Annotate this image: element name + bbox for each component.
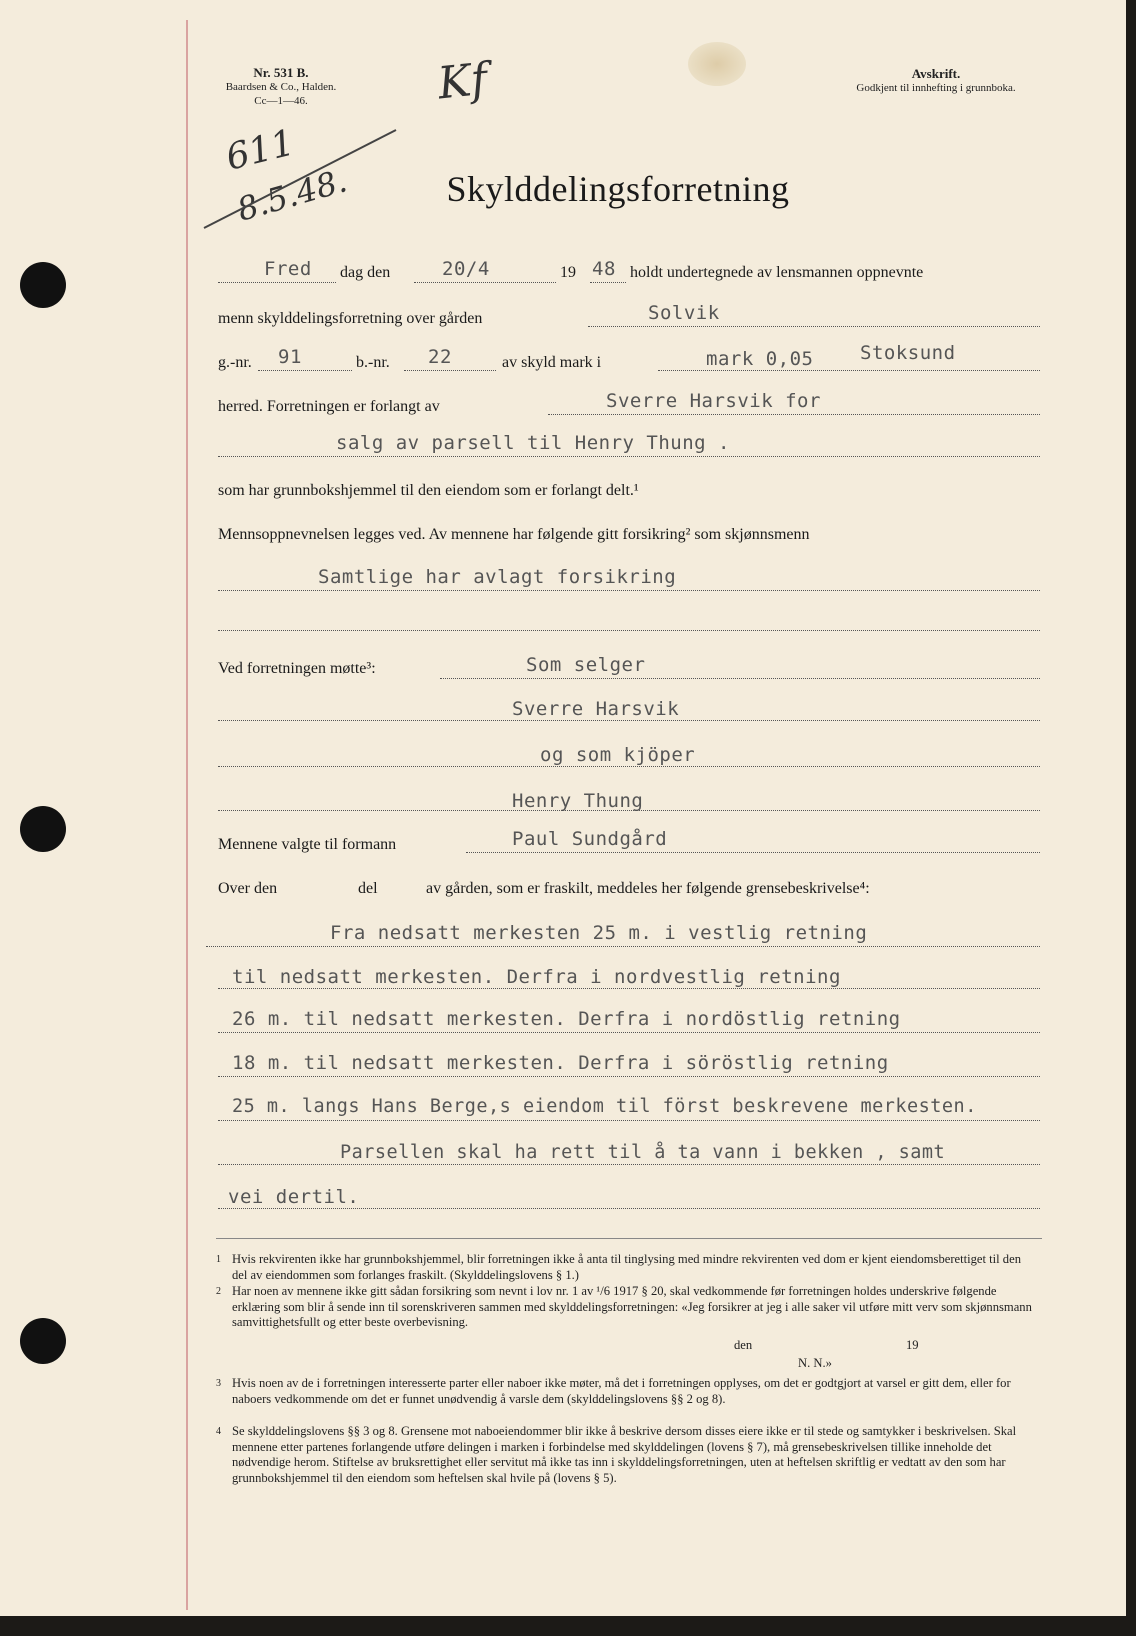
margin-rule [186, 20, 188, 1610]
dotted-line [218, 1076, 1040, 1077]
dotted-line [588, 326, 1040, 327]
boundary-line: 25 m. langs Hans Berge,s eiendom til först beskrevene merkesten. [232, 1096, 977, 1117]
boundary-line: til nedsatt merkesten. Derfra i nordvestlig retning [232, 966, 841, 988]
purpose-value: salg av parsell til Henry Thung . [336, 432, 730, 454]
boundary-line: 18 m. til nedsatt merkesten. Derfra i söröstlig retning [232, 1052, 889, 1074]
label-herred: herred. Forretningen er forlangt av [218, 398, 440, 415]
label-gnr: g.-nr. [218, 354, 252, 371]
printer: Baardsen & Co., Halden. [225, 81, 337, 93]
footnote-number: 2 [216, 1286, 221, 1297]
dotted-line [218, 630, 1040, 631]
boundary-line: 26 m. til nedsatt merkesten. Derfra i nordöstlig retning [232, 1008, 901, 1030]
attendee-line: Henry Thung [512, 790, 644, 812]
chairman-value: Paul Sundgård [512, 828, 668, 850]
date-value: 20/4 [442, 258, 490, 280]
label-mennsopp: Mennsoppnevnelsen legges ved. Av mennene har følgende gitt forsikring² som skjønnsmenn [218, 526, 810, 543]
label-skyld: av skyld mark i [502, 354, 602, 371]
copy-label: Avskrift. [911, 66, 961, 81]
dotted-line [404, 370, 496, 371]
copy-stamp [826, 66, 1046, 94]
form-reference [206, 66, 356, 108]
boundary-line: Parsellen skal ha rett til å ta vann i bekken , samt [340, 1142, 946, 1163]
footnote [216, 1252, 1042, 1283]
footnote-number: 4 [216, 1426, 221, 1437]
mark-value: mark 0,05 [706, 348, 814, 370]
handwritten-initials: Kf [435, 53, 490, 110]
boundary-line: vei dertil. [228, 1186, 360, 1208]
footnote-signature: N. N.» [798, 1356, 832, 1370]
approval-note: Godkjent til innhefting i grunnboka. [856, 82, 1016, 94]
dotted-line [218, 720, 1040, 721]
dotted-line [414, 282, 556, 283]
dotted-line [206, 946, 1040, 947]
form-number: Nr. 531 B. [253, 65, 309, 80]
footnote-number: 1 [216, 1254, 221, 1265]
dotted-line [218, 590, 1040, 591]
farm-value: Solvik [648, 302, 720, 324]
boundary-line: Fra nedsatt merkesten 25 m. i vestlig retning [330, 922, 868, 944]
handwritten-date: 8.5.48. [232, 161, 352, 229]
label-bnr: b.-nr. [356, 354, 390, 371]
attendee-line: og som kjöper [540, 744, 696, 766]
label-grunnbok: som har grunnbokshjemmel til den eiendom som er forlangt delt.¹ [218, 482, 639, 499]
year-value: 48 [592, 258, 616, 280]
label-ved-forretningen: Ved forretningen møtte³: [218, 660, 376, 677]
oath-value: Samtlige har avlagt forsikring [318, 566, 677, 588]
dotted-line [548, 414, 1040, 415]
attendee-line: Sverre Harsvik [512, 698, 680, 720]
handwritten-number: 611 [222, 122, 299, 179]
handwritten-stroke [200, 124, 400, 234]
label-century: 19 [560, 264, 576, 281]
footnote-text: Hvis rekvirenten ikke har grunnbokshjemmel, blir forretningen ikke å anta til tinglysing med mindre rekvirenten ved dom er kjent eiendomsberettiget til den del av eiendommen som forlanges fraskilt. (Skylddelingslovens § 1.) [232, 1252, 1021, 1282]
punch-hole [20, 1318, 66, 1364]
label-menn: menn skylddelingsforretning over gården [218, 310, 483, 327]
attendee-line: Som selger [526, 654, 646, 676]
dotted-line [658, 370, 1040, 371]
footnote-den: den [734, 1338, 753, 1352]
dotted-line [218, 1120, 1040, 1121]
dotted-line [218, 810, 1040, 811]
footnote [216, 1284, 1042, 1331]
footnote-number: 3 [216, 1378, 221, 1389]
footnote-text: Har noen av mennene ikke gitt sådan forsikring som nevnt i lov nr. 1 av ¹/6 1917 § 20, skal vedkommende før forretningen holdes underskrive følgende erklæring som blir å sende inn til sorenskriveren sammen med skylddelingsforretningen: «Jeg forsikrer at jeg i alle saker vil utføre mitt verv som skjønnsmann samvittighetsfullt og etter beste overbevisning. [232, 1284, 1032, 1330]
footnote [216, 1424, 1042, 1486]
dotted-line [218, 1032, 1040, 1033]
dotted-line [218, 1164, 1040, 1165]
label-grense: av gården, som er fraskilt, meddeles her følgende grensebeskrivelse⁴: [426, 880, 870, 897]
punch-hole [20, 262, 66, 308]
footnote-text: Hvis noen av de i forretningen interesserte parter eller naboer ikke møter, må det i forretningen opplyses, om det er godtgjort at varsel er gitt dem, eller for naboers vedkommende om det er funnet unødvendig å varsle dem (skylddelingslovens §§ 2 og 8). [232, 1376, 1011, 1406]
label-dag-den: dag den [340, 264, 391, 281]
district-value: Stoksund [860, 342, 956, 364]
label-holdt: holdt undertegnede av lensmannen oppnevnte [630, 264, 924, 281]
dotted-line [218, 456, 1040, 457]
footnote-century: 19 [906, 1338, 919, 1352]
footnote [216, 1376, 1042, 1407]
dotted-line [218, 282, 336, 283]
bnr-value: 22 [428, 346, 452, 368]
punch-hole [20, 806, 66, 852]
dotted-line [218, 766, 1040, 767]
dotted-line [440, 678, 1040, 679]
dotted-line [258, 370, 352, 371]
label-over-den: Over den [218, 880, 278, 897]
document-title: Skylddelingsforretning [446, 169, 790, 209]
label-formann: Mennene valgte til formann [218, 836, 397, 853]
dotted-line [590, 282, 626, 283]
print-code: Cc—1—46. [254, 95, 308, 107]
weekday-value: Fred [264, 258, 312, 280]
dotted-line [218, 1208, 1040, 1209]
footnote-separator [216, 1238, 1042, 1239]
requester-value: Sverre Harsvik for [606, 390, 821, 412]
footnote-text: Se skylddelingslovens §§ 3 og 8. Grensene mot naboeiendommer blir ikke å beskrive dersom disses eiere ikke er til stede og samtykker i beskrivelsen. Skal mennene etter partenes forlangende utføre delingen i marken i forbindelse med skylddelingen (lovens § 7), må grensebeskrivelsen tillike inneholde det nødvendige herom. Stiftelse av bruksrettighet eller servitut må ikke tas inn i skylddelingsforretningen, uten at heftelsen skriftlig er vedtatt av den som har grunnbokshjemmel til den eiendom som heftelsen skal hvile på (lovens § 5). [232, 1424, 1017, 1485]
stain [688, 42, 746, 86]
gnr-value: 91 [278, 346, 302, 368]
dotted-line [218, 988, 1040, 989]
label-del: del [358, 880, 378, 897]
dotted-line [466, 852, 1040, 853]
